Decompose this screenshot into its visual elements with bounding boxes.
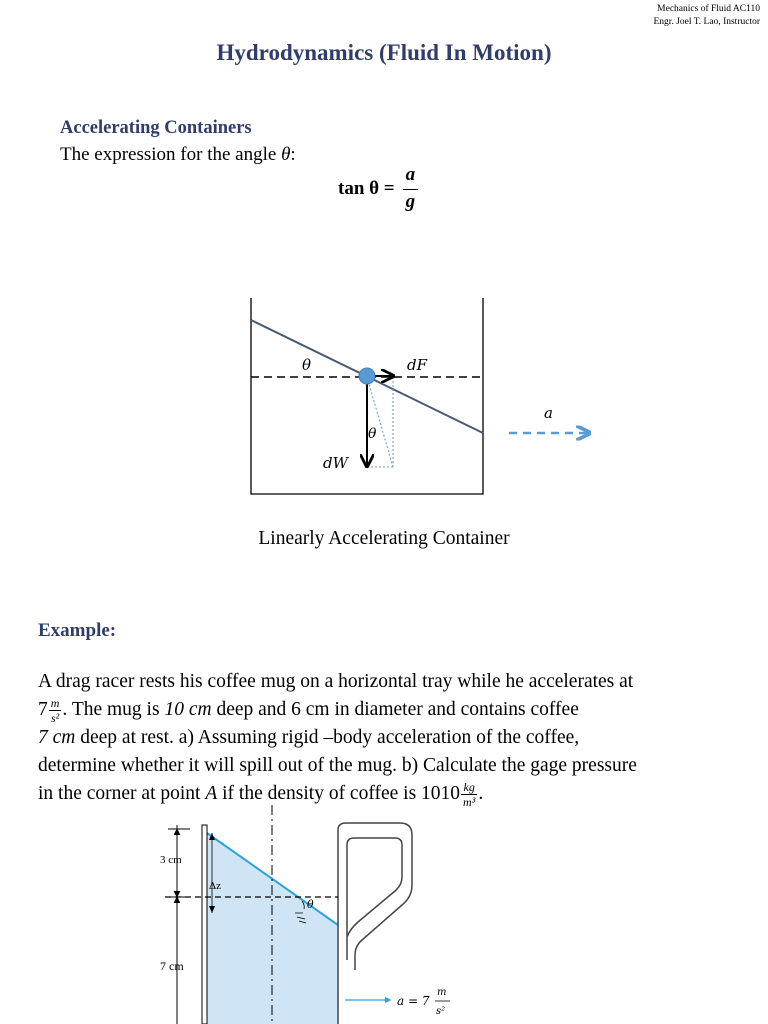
instructor-name: Engr. Joel T. Lao, Instructor xyxy=(653,17,760,27)
dim-arrow-mid2 xyxy=(174,897,180,903)
angle-equation xyxy=(338,164,418,213)
equation-denominator: g xyxy=(403,189,419,213)
theta-symbol: θ xyxy=(281,144,291,165)
course-name: Mechanics of Fluid AC110 xyxy=(657,4,760,14)
acceleration-label: a xyxy=(544,404,553,422)
coffee-mug-diagram xyxy=(150,805,480,1024)
example-heading: Example: xyxy=(38,620,117,641)
label-dz: Δz xyxy=(209,880,221,892)
page-title: Hydrodynamics (Fluid In Motion) xyxy=(216,40,552,65)
equation-fraction xyxy=(403,164,419,213)
label-3cm: 3 cm xyxy=(160,854,182,866)
label-7cm: 7 cm xyxy=(160,959,184,973)
label-acceleration-den: s² xyxy=(436,1006,446,1017)
theta-label-low: θ xyxy=(368,426,377,442)
section-heading: Accelerating Containers xyxy=(60,118,252,138)
equation-lhs: tan θ = xyxy=(338,177,395,199)
page-header xyxy=(654,3,761,29)
problem-line-5: in the corner at point A if the density of coffee is 1010 $\frac{kg}{\text{m³}}$ . xyxy=(38,780,484,810)
label-acceleration: a = 7 xyxy=(397,994,430,1008)
dashed-guide-1 xyxy=(367,377,393,467)
density-unit: $\frac{kg}{\text{m³}}$ xyxy=(463,780,476,810)
dim-arrow-mid xyxy=(174,891,180,897)
theta-label-top: θ xyxy=(302,356,312,374)
df-label: dF xyxy=(407,356,428,374)
mug-left-wall xyxy=(202,825,207,1024)
intro-text: The expression for the angle θ: xyxy=(60,144,296,165)
fluid-particle xyxy=(359,368,375,384)
dim-arrow-top xyxy=(174,829,180,835)
figure-caption: Linearly Accelerating Container xyxy=(258,528,510,549)
dw-label: dW xyxy=(323,454,349,472)
acceleration-unit: $\frac{m}{\text{s²}}$ xyxy=(50,696,60,726)
problem-line-4: determine whether it will spill out of the mug. b) Calculate the gage pressure xyxy=(38,755,637,777)
problem-line-2: 7 $\frac{m}{\text{s²}}$ . The mug is 10 cm deep and 6 cm in diameter and contains coffee xyxy=(38,696,579,726)
container-diagram xyxy=(240,290,600,510)
equation-numerator: a xyxy=(405,164,416,185)
label-acceleration-num: m xyxy=(437,987,447,998)
problem-line-1: A drag racer rests his coffee mug on a horizontal tray while he accelerates at xyxy=(38,671,634,692)
label-theta: θ xyxy=(307,898,314,911)
problem-line-3: 7 cm deep at rest. a) Assuming rigid –body acceleration of the coffee, xyxy=(38,727,580,749)
example-problem xyxy=(38,668,738,808)
